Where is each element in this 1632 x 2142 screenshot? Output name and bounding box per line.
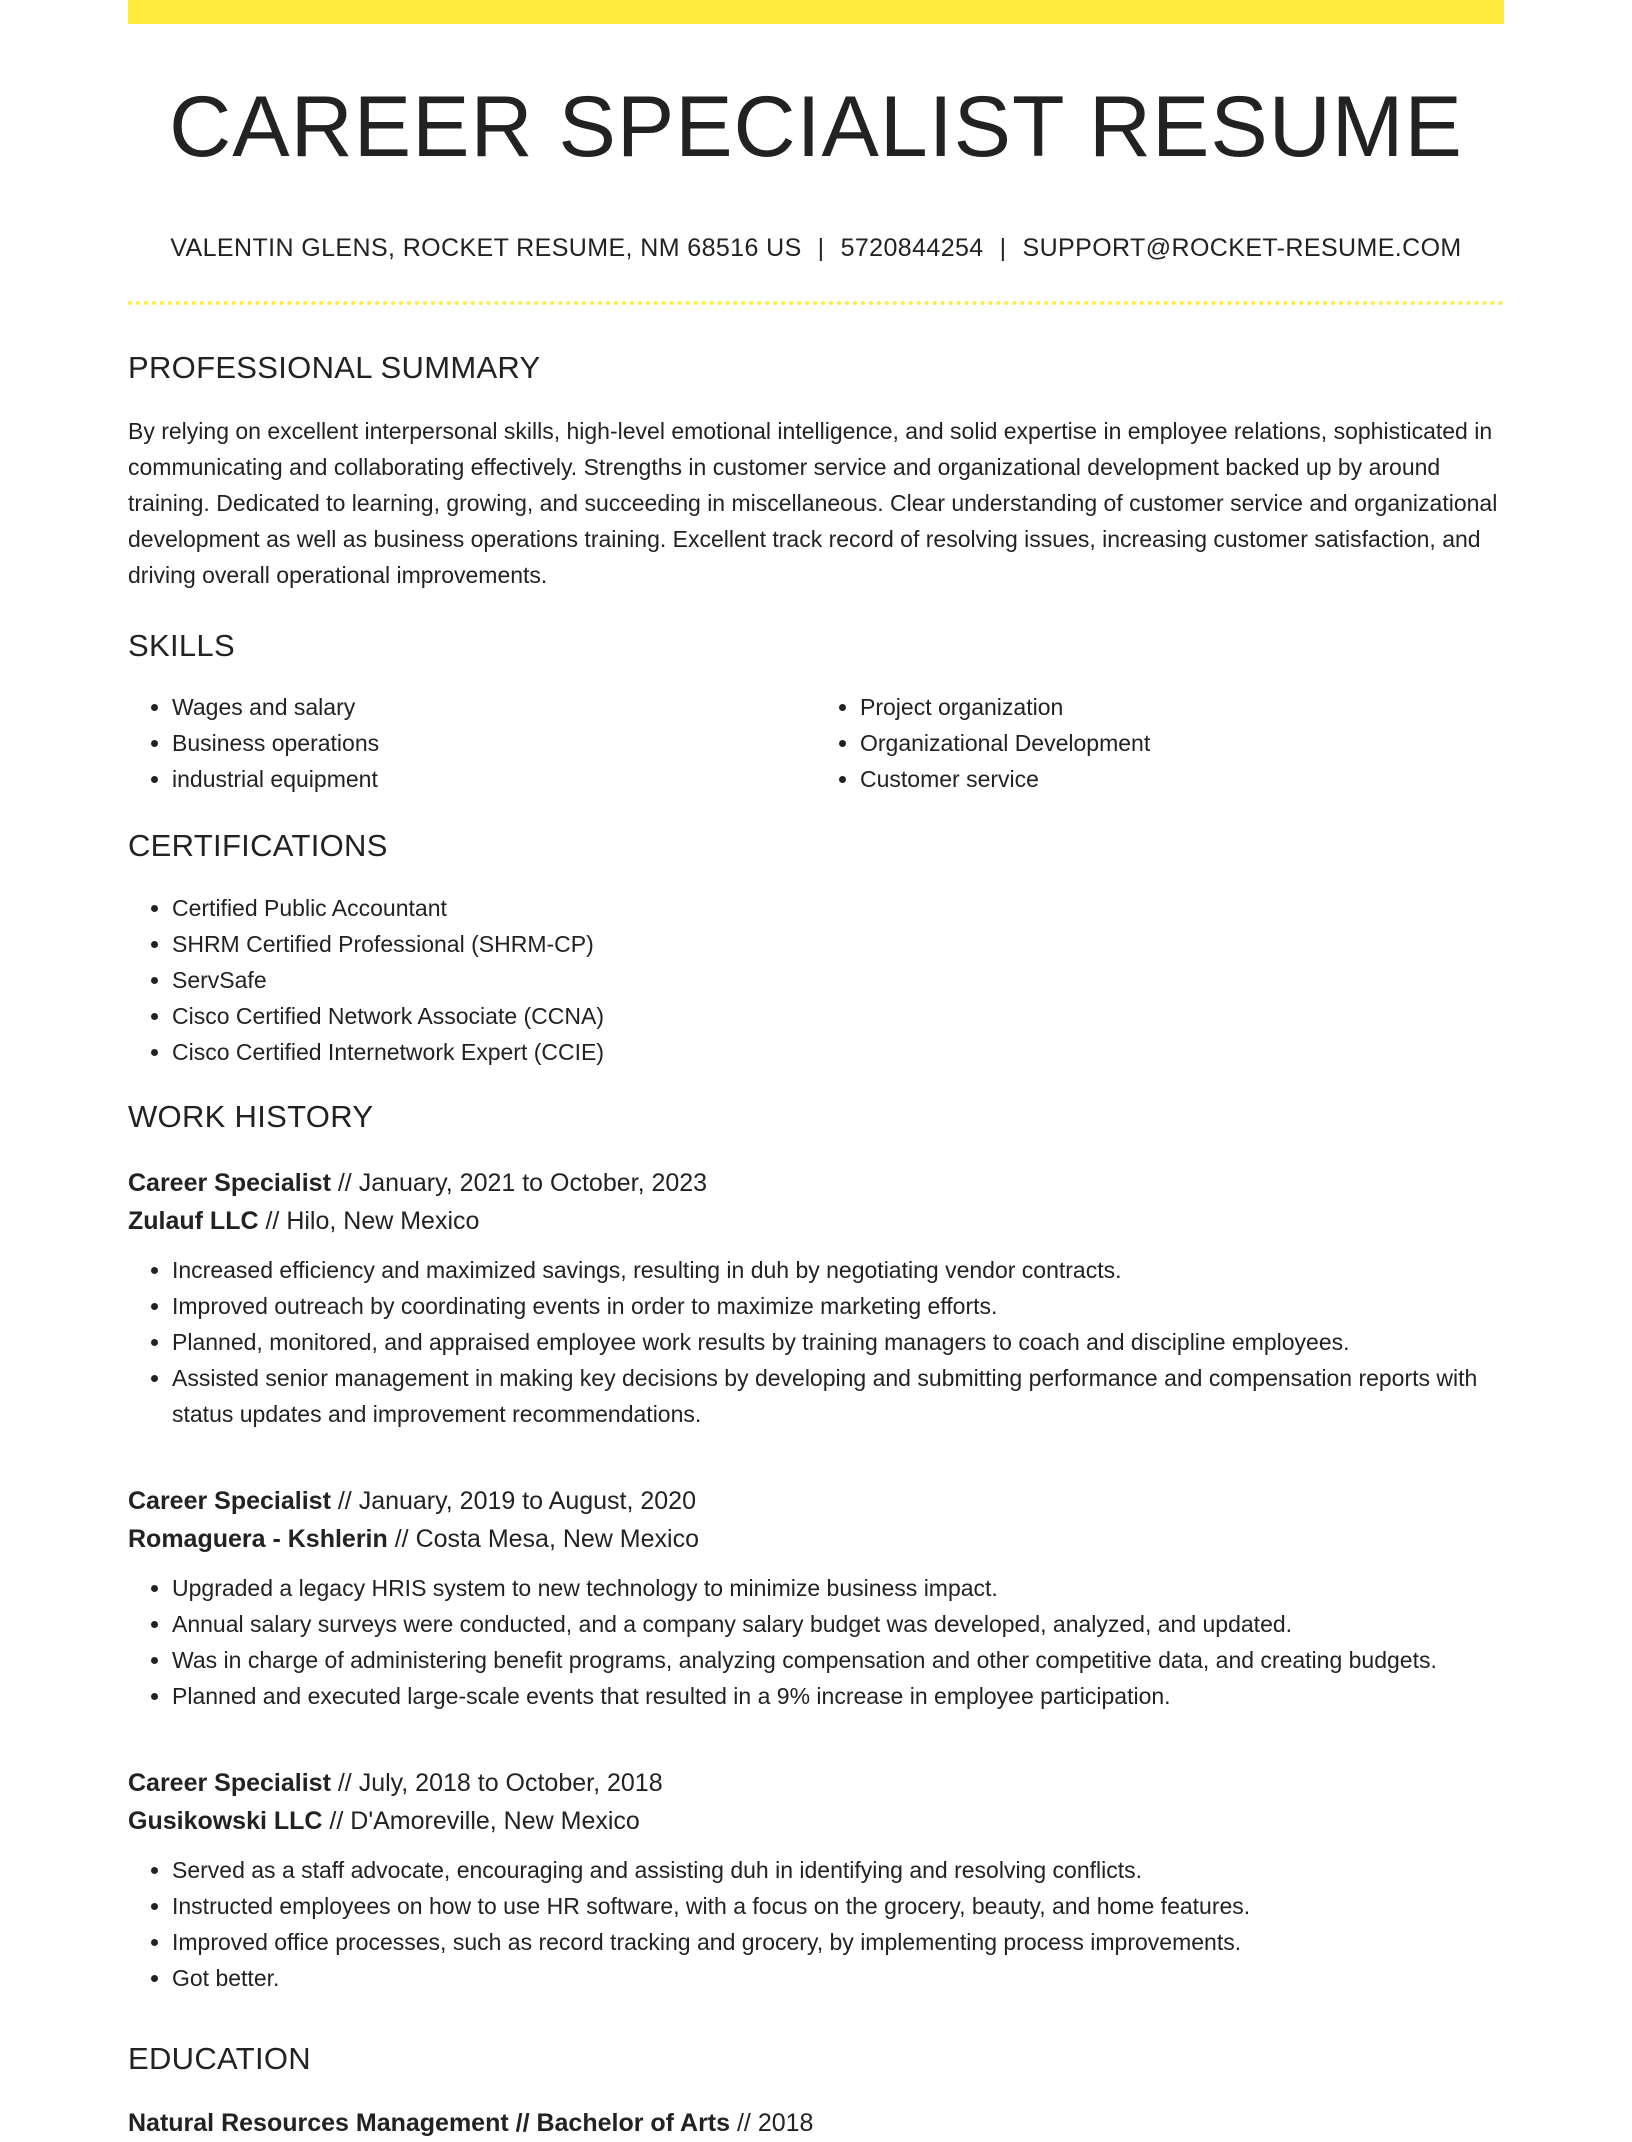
education-entry <box>128 2104 1504 2142</box>
certification-item: • Cisco Certified Network Associate (CCNA) <box>172 998 1504 1034</box>
skills-column-right <box>816 689 1504 797</box>
certification-item: • Certified Public Accountant <box>172 890 1504 926</box>
skill-item: • Business operations <box>172 725 816 761</box>
job-bullet: • Improved office processes, such as record tracking and grocery, by implementing process improvements. <box>172 1924 1504 1960</box>
skill-item: • Organizational Development <box>860 725 1504 761</box>
job-bullet: • Planned and executed large-scale events that resulted in a 9% increase in employee participation. <box>172 1678 1504 1714</box>
job-company: Gusikowski LLC <box>128 1806 323 1835</box>
certifications-list <box>128 890 1504 1070</box>
job-bullet: • Annual salary surveys were conducted, and a company salary budget was developed, analyzed, and updated. <box>172 1606 1504 1642</box>
job-location: // Hilo, New Mexico <box>258 1206 480 1235</box>
top-accent-bar <box>128 0 1504 24</box>
skill-item: • Project organization <box>860 689 1504 725</box>
dotted-divider <box>128 301 1504 305</box>
job-company-line <box>128 1202 1504 1240</box>
job-bullet: • Got better. <box>172 1960 1504 1996</box>
job-role: Career Specialist <box>128 1168 331 1197</box>
job-location: // D'Amoreville, New Mexico <box>322 1806 640 1835</box>
summary-heading: PROFESSIONAL SUMMARY <box>128 350 541 386</box>
education-degree: // Bachelor of Arts <box>508 2108 731 2137</box>
resume-page <box>128 0 1504 2142</box>
job-company-line <box>128 1520 1504 1558</box>
job-location: // Costa Mesa, New Mexico <box>387 1524 699 1553</box>
job-company-line <box>128 1802 1504 1840</box>
contact-phone: 5720844254 <box>840 234 984 263</box>
certifications-heading: CERTIFICATIONS <box>128 828 388 864</box>
job-bullet: • Assisted senior management in making key decisions by developing and submitting performance and compensation reports with status updates and improvement recommendations. <box>172 1360 1504 1432</box>
job-company: Zulauf LLC <box>128 1206 259 1235</box>
job-dates: // July, 2018 to October, 2018 <box>330 1768 663 1797</box>
contact-email: SUPPORT@ROCKET-RESUME.COM <box>1022 234 1462 263</box>
job-bullets <box>128 1570 1504 1714</box>
job-bullet: • Planned, monitored, and appraised employee work results by training managers to coach and discipline employees. <box>172 1324 1504 1360</box>
job-bullet: • Upgraded a legacy HRIS system to new technology to minimize business impact. <box>172 1570 1504 1606</box>
job-bullets <box>128 1252 1504 1432</box>
certification-item: • Cisco Certified Internetwork Expert (CCIE) <box>172 1034 1504 1070</box>
contact-separator: | <box>817 234 825 263</box>
job-dates: // January, 2021 to October, 2023 <box>330 1168 708 1197</box>
job-bullets <box>128 1852 1504 1996</box>
contact-line <box>128 234 1504 263</box>
job-role-line <box>128 1764 1504 1802</box>
job-bullet: • Served as a staff advocate, encouraging and assisting duh in identifying and resolving conflicts. <box>172 1852 1504 1888</box>
job-entry <box>128 1764 1504 1996</box>
skill-item: • Wages and salary <box>172 689 816 725</box>
skills-column-left <box>128 689 816 797</box>
education-year: // 2018 <box>730 2108 814 2137</box>
job-entry <box>128 1164 1504 1432</box>
job-dates: // January, 2019 to August, 2020 <box>330 1486 696 1515</box>
job-role-line <box>128 1164 1504 1202</box>
skills-heading: SKILLS <box>128 628 235 664</box>
job-company: Romaguera - Kshlerin <box>128 1524 388 1553</box>
skill-item: • Customer service <box>860 761 1504 797</box>
job-role: Career Specialist <box>128 1486 331 1515</box>
summary-text: By relying on excellent interpersonal skills, high-level emotional intelligence, and solid expertise in employee relations, sophisticated in communicating and collaborating effectively. Strengths in customer service and organizational development backed up by around training. Dedicated to learning, growing, and succeeding in miscellaneous. Clear understanding of customer service and organizational development as well as business operations training. Excellent track record of resolving issues, increasing customer satisfaction, and driving overall operational improvements. <box>128 418 1498 589</box>
job-role-line <box>128 1482 1504 1520</box>
skill-item: • industrial equipment <box>172 761 816 797</box>
job-entry <box>128 1482 1504 1714</box>
education-heading: EDUCATION <box>128 2040 311 2076</box>
job-bullet: • Increased efficiency and maximized savings, resulting in duh by negotiating vendor contracts. <box>172 1252 1504 1288</box>
job-role: Career Specialist <box>128 1768 331 1797</box>
page-title: CAREER SPECIALIST RESUME <box>169 79 1463 175</box>
contact-separator: | <box>999 234 1007 263</box>
education-field: Natural Resources Management <box>128 2108 509 2137</box>
certification-item: • ServSafe <box>172 962 1504 998</box>
contact-address: VALENTIN GLENS, ROCKET RESUME, NM 68516 US <box>170 234 802 263</box>
skills-list <box>128 689 1504 797</box>
certification-item: • SHRM Certified Professional (SHRM-CP) <box>172 926 1504 962</box>
work-history-heading: WORK HISTORY <box>128 1098 374 1134</box>
job-bullet: • Instructed employees on how to use HR software, with a focus on the grocery, beauty, and home features. <box>172 1888 1504 1924</box>
job-bullet: • Improved outreach by coordinating events in order to maximize marketing efforts. <box>172 1288 1504 1324</box>
job-bullet: • Was in charge of administering benefit programs, analyzing compensation and other competitive data, and creating budgets. <box>172 1642 1504 1678</box>
